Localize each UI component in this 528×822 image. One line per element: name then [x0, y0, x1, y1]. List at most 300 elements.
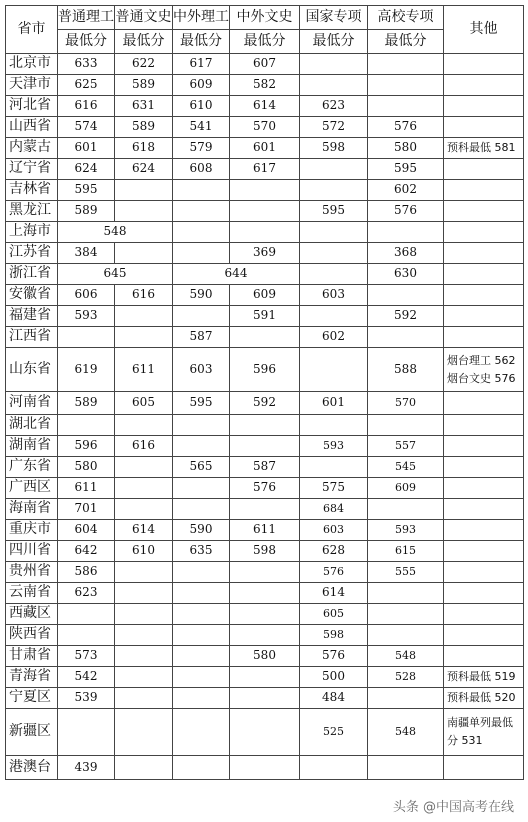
score-cell	[173, 688, 230, 709]
score-cell	[230, 756, 300, 780]
table-row	[6, 75, 524, 96]
score-cell: 579	[173, 138, 230, 159]
score-cell: 602	[300, 327, 368, 348]
table-row	[6, 264, 524, 285]
score-cell	[115, 756, 173, 780]
score-cell	[115, 604, 173, 625]
province-name: 黑龙江	[6, 201, 58, 222]
score-cell: 576	[368, 201, 444, 222]
other-cell	[444, 201, 524, 222]
score-cell	[173, 415, 230, 436]
other-cell: 预科最低 520	[444, 688, 524, 709]
score-cell	[115, 243, 173, 264]
score-cell: 369	[230, 243, 300, 264]
score-cell: 555	[368, 562, 444, 583]
merged-score-cell: 644	[173, 264, 300, 285]
score-cell: 589	[115, 75, 173, 96]
score-cell: 609	[173, 75, 230, 96]
score-cell: 582	[230, 75, 300, 96]
score-cell	[368, 604, 444, 625]
score-cell: 593	[368, 520, 444, 541]
other-cell	[444, 646, 524, 667]
other-cell	[444, 243, 524, 264]
table-row	[6, 306, 524, 327]
score-cell: 633	[58, 54, 115, 75]
score-cell	[368, 625, 444, 646]
table-row	[6, 117, 524, 138]
other-cell	[444, 285, 524, 306]
province-name: 天津市	[6, 75, 58, 96]
table-row	[6, 583, 524, 604]
province-name: 上海市	[6, 222, 58, 243]
province-name: 山西省	[6, 117, 58, 138]
score-cell: 592	[230, 392, 300, 415]
score-cell	[115, 457, 173, 478]
header-row	[6, 6, 524, 30]
score-cell: 545	[368, 457, 444, 478]
score-cell	[368, 75, 444, 96]
table-row	[6, 96, 524, 117]
table-row	[6, 625, 524, 646]
score-cell: 624	[115, 159, 173, 180]
score-cell: 528	[368, 667, 444, 688]
score-cell: 610	[173, 96, 230, 117]
score-cell: 565	[173, 457, 230, 478]
score-cell: 610	[115, 541, 173, 562]
table-row	[6, 688, 524, 709]
table-row	[6, 520, 524, 541]
province-name: 河南省	[6, 392, 58, 415]
other-cell	[444, 604, 524, 625]
score-cell: 384	[58, 243, 115, 264]
score-cell	[173, 201, 230, 222]
score-cell	[115, 306, 173, 327]
score-cell	[300, 180, 368, 201]
score-cell	[368, 285, 444, 306]
score-cell	[173, 222, 230, 243]
score-cell: 576	[300, 646, 368, 667]
table-row	[6, 392, 524, 415]
score-cell	[173, 625, 230, 646]
score-cell	[230, 583, 300, 604]
province-name: 北京市	[6, 54, 58, 75]
score-cell: 601	[58, 138, 115, 159]
other-cell	[444, 583, 524, 604]
other-cell	[444, 415, 524, 436]
score-cell: 500	[300, 667, 368, 688]
score-cell: 625	[58, 75, 115, 96]
score-cell	[230, 499, 300, 520]
score-cell: 539	[58, 688, 115, 709]
score-cell: 603	[300, 520, 368, 541]
other-cell	[444, 756, 524, 780]
province-name: 安徽省	[6, 285, 58, 306]
other-cell	[444, 306, 524, 327]
score-cell: 606	[58, 285, 115, 306]
score-cell: 548	[368, 646, 444, 667]
score-cell: 580	[58, 457, 115, 478]
other-cell	[444, 520, 524, 541]
score-cell	[230, 222, 300, 243]
score-cell: 589	[115, 117, 173, 138]
province-name: 湖北省	[6, 415, 58, 436]
score-cell	[230, 180, 300, 201]
other-cell	[444, 180, 524, 201]
score-cell	[300, 264, 368, 285]
score-cell	[115, 327, 173, 348]
score-cell: 593	[300, 436, 368, 457]
table-row	[6, 180, 524, 201]
score-cell	[300, 756, 368, 780]
table-row	[6, 478, 524, 499]
score-cell: 596	[58, 436, 115, 457]
score-cell	[173, 243, 230, 264]
score-cell	[58, 709, 115, 756]
score-cell: 601	[230, 138, 300, 159]
score-cell: 628	[300, 541, 368, 562]
score-cell: 587	[173, 327, 230, 348]
other-cell: 预科最低 581	[444, 138, 524, 159]
score-cell	[300, 306, 368, 327]
province-name: 内蒙古	[6, 138, 58, 159]
other-cell	[444, 159, 524, 180]
score-cell: 575	[300, 478, 368, 499]
score-cell	[230, 604, 300, 625]
subheader: 最低分	[368, 30, 444, 54]
score-cell	[230, 709, 300, 756]
province-name: 西藏区	[6, 604, 58, 625]
table-row	[6, 243, 524, 264]
score-cell: 557	[368, 436, 444, 457]
other-note-line: 烟台文史 576	[447, 371, 516, 385]
subheader: 最低分	[173, 30, 230, 54]
score-cell: 602	[368, 180, 444, 201]
score-cell	[173, 180, 230, 201]
score-cell	[115, 478, 173, 499]
score-cell: 603	[300, 285, 368, 306]
province-name: 福建省	[6, 306, 58, 327]
other-cell: 南疆单列最低分 531	[444, 709, 524, 756]
province-name: 海南省	[6, 499, 58, 520]
score-cell: 624	[58, 159, 115, 180]
table-row	[6, 348, 524, 392]
score-cell: 576	[230, 478, 300, 499]
score-cell	[115, 583, 173, 604]
score-cell	[300, 243, 368, 264]
score-cell	[230, 327, 300, 348]
province-name: 广西区	[6, 478, 58, 499]
header-col4: 中外文史	[230, 6, 300, 30]
score-cell: 617	[230, 159, 300, 180]
score-cell	[115, 415, 173, 436]
score-cell: 608	[173, 159, 230, 180]
province-name: 重庆市	[6, 520, 58, 541]
score-cell	[173, 436, 230, 457]
score-cell	[115, 180, 173, 201]
score-cell: 580	[230, 646, 300, 667]
score-cell: 619	[58, 348, 115, 392]
score-cell: 609	[368, 478, 444, 499]
other-cell	[444, 457, 524, 478]
score-cell: 684	[300, 499, 368, 520]
other-cell	[444, 117, 524, 138]
score-cell: 616	[115, 436, 173, 457]
score-cell: 572	[300, 117, 368, 138]
score-cell: 630	[368, 264, 444, 285]
score-cell: 611	[230, 520, 300, 541]
score-cell	[58, 327, 115, 348]
score-cell: 484	[300, 688, 368, 709]
province-name: 辽宁省	[6, 159, 58, 180]
table-row	[6, 499, 524, 520]
other-cell: 预科最低 519	[444, 667, 524, 688]
score-cell: 614	[300, 583, 368, 604]
score-cell	[173, 583, 230, 604]
score-cell: 701	[58, 499, 115, 520]
score-cell	[230, 625, 300, 646]
province-name: 吉林省	[6, 180, 58, 201]
score-cell: 617	[173, 54, 230, 75]
score-cell	[115, 688, 173, 709]
score-cell: 580	[368, 138, 444, 159]
score-cell: 642	[58, 541, 115, 562]
table-row	[6, 436, 524, 457]
table-row	[6, 562, 524, 583]
header-col5: 国家专项	[300, 6, 368, 30]
score-cell: 591	[230, 306, 300, 327]
score-cell	[368, 756, 444, 780]
score-cell: 576	[368, 117, 444, 138]
score-cell	[368, 688, 444, 709]
score-cell	[230, 562, 300, 583]
score-cell: 595	[368, 159, 444, 180]
table-row	[6, 604, 524, 625]
score-cell: 525	[300, 709, 368, 756]
other-cell	[444, 96, 524, 117]
merged-score-cell: 645	[58, 264, 173, 285]
header-col1: 普通理工	[58, 6, 115, 30]
score-cell: 601	[300, 392, 368, 415]
province-name: 宁夏区	[6, 688, 58, 709]
score-cell: 616	[115, 285, 173, 306]
header-province: 省市	[6, 6, 58, 54]
province-name: 四川省	[6, 541, 58, 562]
score-cell	[173, 646, 230, 667]
score-cell: 570	[230, 117, 300, 138]
score-cell	[115, 562, 173, 583]
score-cell	[300, 159, 368, 180]
province-name: 新疆区	[6, 709, 58, 756]
score-cell: 590	[173, 285, 230, 306]
header-col2: 普通文史	[115, 6, 173, 30]
merged-score-cell: 548	[58, 222, 173, 243]
score-cell	[368, 327, 444, 348]
score-cell: 598	[300, 138, 368, 159]
score-cell	[368, 222, 444, 243]
score-cell	[300, 348, 368, 392]
score-cell: 598	[230, 541, 300, 562]
province-name: 浙江省	[6, 264, 58, 285]
score-cell	[173, 604, 230, 625]
table-row	[6, 54, 524, 75]
score-cell: 614	[230, 96, 300, 117]
score-cell	[173, 306, 230, 327]
score-cell: 590	[173, 520, 230, 541]
score-cell	[368, 583, 444, 604]
score-cell	[300, 75, 368, 96]
province-name: 陕西省	[6, 625, 58, 646]
score-cell: 593	[58, 306, 115, 327]
score-cell: 605	[115, 392, 173, 415]
score-cell: 631	[115, 96, 173, 117]
other-cell	[444, 478, 524, 499]
table-row	[6, 138, 524, 159]
score-cell	[173, 667, 230, 688]
score-cell: 609	[230, 285, 300, 306]
score-cell	[230, 201, 300, 222]
other-cell	[444, 392, 524, 415]
other-cell	[444, 348, 524, 392]
score-cell	[368, 415, 444, 436]
other-cell	[444, 54, 524, 75]
table-row	[6, 756, 524, 780]
score-cell: 605	[300, 604, 368, 625]
other-cell	[444, 499, 524, 520]
score-cell: 618	[115, 138, 173, 159]
score-cell	[115, 499, 173, 520]
score-cell: 592	[368, 306, 444, 327]
other-cell	[444, 541, 524, 562]
score-cell: 576	[300, 562, 368, 583]
score-cell	[58, 415, 115, 436]
score-cell	[368, 54, 444, 75]
watermark-text: 头条 @中国高考在线	[392, 800, 514, 815]
score-cell	[58, 625, 115, 646]
province-name: 港澳台	[6, 756, 58, 780]
other-cell	[444, 222, 524, 243]
score-cell: 623	[300, 96, 368, 117]
table-row	[6, 222, 524, 243]
table-row	[6, 285, 524, 306]
other-cell	[444, 436, 524, 457]
table-row	[6, 667, 524, 688]
other-cell	[444, 264, 524, 285]
score-cell	[115, 709, 173, 756]
province-name: 云南省	[6, 583, 58, 604]
province-name: 山东省	[6, 348, 58, 392]
score-cell	[115, 201, 173, 222]
score-cell	[300, 415, 368, 436]
score-cell: 611	[58, 478, 115, 499]
header-col6: 高校专项	[368, 6, 444, 30]
score-cell: 541	[173, 117, 230, 138]
score-cell: 588	[368, 348, 444, 392]
score-cell: 439	[58, 756, 115, 780]
table-row	[6, 541, 524, 562]
score-cell: 570	[368, 392, 444, 415]
score-cell: 587	[230, 457, 300, 478]
score-cell: 607	[230, 54, 300, 75]
table-row	[6, 646, 524, 667]
score-cell: 604	[58, 520, 115, 541]
score-cell	[368, 96, 444, 117]
subheader: 最低分	[58, 30, 115, 54]
province-name: 青海省	[6, 667, 58, 688]
province-name: 江西省	[6, 327, 58, 348]
other-cell	[444, 75, 524, 96]
score-cell: 589	[58, 201, 115, 222]
score-cell: 574	[58, 117, 115, 138]
score-cell	[173, 499, 230, 520]
score-cell	[300, 457, 368, 478]
score-cell: 622	[115, 54, 173, 75]
score-cell: 589	[58, 392, 115, 415]
province-name: 河北省	[6, 96, 58, 117]
score-cell: 595	[58, 180, 115, 201]
other-cell	[444, 327, 524, 348]
score-cell: 573	[58, 646, 115, 667]
table-row	[6, 457, 524, 478]
province-name: 江苏省	[6, 243, 58, 264]
province-name: 贵州省	[6, 562, 58, 583]
province-name: 广东省	[6, 457, 58, 478]
score-cell: 615	[368, 541, 444, 562]
score-cell	[115, 667, 173, 688]
table-row	[6, 159, 524, 180]
score-cell: 616	[58, 96, 115, 117]
score-cell	[300, 54, 368, 75]
subheader: 最低分	[300, 30, 368, 54]
score-cell	[115, 646, 173, 667]
score-cell: 614	[115, 520, 173, 541]
score-cell	[58, 604, 115, 625]
table-row	[6, 415, 524, 436]
table-row	[6, 201, 524, 222]
table-row	[6, 327, 524, 348]
other-note-line: 烟台理工 562	[447, 353, 516, 367]
score-cell: 595	[173, 392, 230, 415]
score-cell: 603	[173, 348, 230, 392]
score-cell: 548	[368, 709, 444, 756]
score-cell	[230, 415, 300, 436]
score-cell	[115, 625, 173, 646]
score-cell	[230, 667, 300, 688]
score-cell	[173, 756, 230, 780]
subheader: 最低分	[230, 30, 300, 54]
score-cell: 598	[300, 625, 368, 646]
score-cell	[368, 499, 444, 520]
score-cell: 595	[300, 201, 368, 222]
score-cell: 635	[173, 541, 230, 562]
score-cell: 542	[58, 667, 115, 688]
admission-score-table	[5, 5, 524, 780]
score-cell: 586	[58, 562, 115, 583]
score-cell	[173, 709, 230, 756]
province-name: 甘肃省	[6, 646, 58, 667]
score-cell	[230, 436, 300, 457]
score-cell: 368	[368, 243, 444, 264]
score-cell	[230, 688, 300, 709]
score-cell: 596	[230, 348, 300, 392]
score-cell: 623	[58, 583, 115, 604]
province-name: 湖南省	[6, 436, 58, 457]
score-cell	[300, 222, 368, 243]
other-cell	[444, 625, 524, 646]
header-col3: 中外理工	[173, 6, 230, 30]
table-row	[6, 709, 524, 756]
score-cell	[173, 478, 230, 499]
subheader: 最低分	[115, 30, 173, 54]
